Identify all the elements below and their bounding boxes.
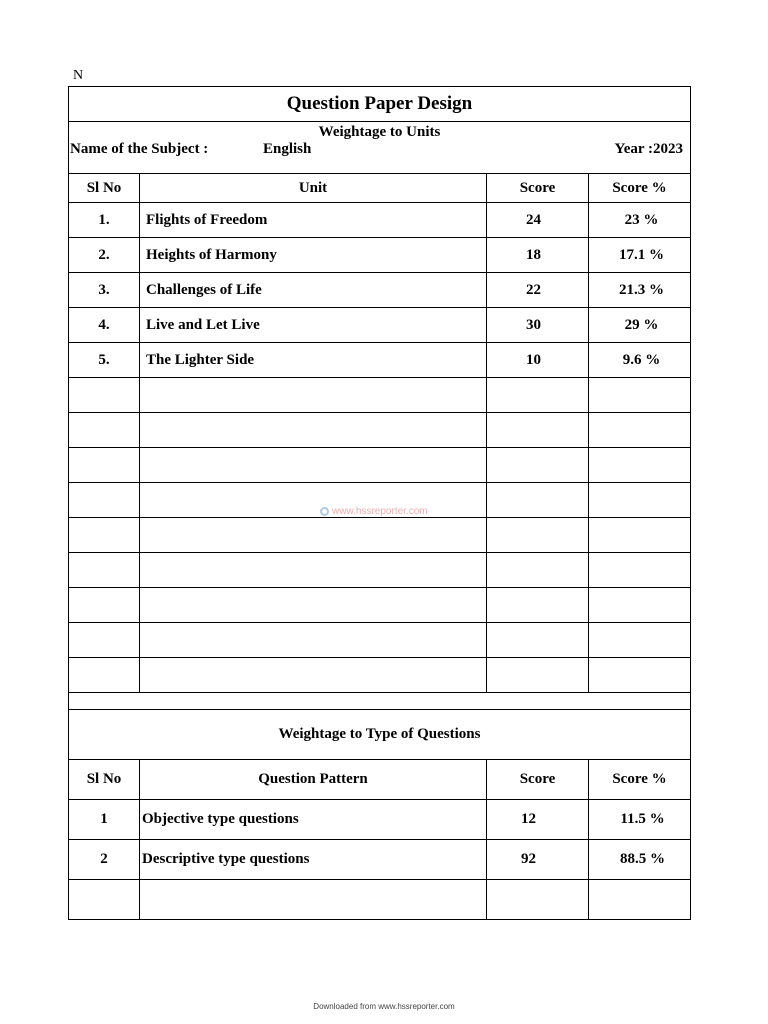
score-cell: 24 xyxy=(487,203,589,238)
empty-cell xyxy=(69,483,140,518)
empty-cell xyxy=(140,880,487,920)
sl-no-cell: 2. xyxy=(69,238,140,273)
column-header-question-pattern: Question Pattern xyxy=(140,760,487,800)
empty-cell xyxy=(487,880,589,920)
unit-cell: The Lighter Side xyxy=(140,343,487,378)
score-percent-cell: 11.5 % xyxy=(589,800,691,840)
empty-row xyxy=(69,880,690,920)
empty-cell xyxy=(589,880,691,920)
footer-source: Downloaded from www.hssreporter.com xyxy=(313,1002,455,1011)
sl-no-cell: 1 xyxy=(69,800,140,840)
empty-row xyxy=(69,658,690,693)
unit-cell: Heights of Harmony xyxy=(140,238,487,273)
unit-cell: Live and Let Live xyxy=(140,308,487,343)
empty-cell xyxy=(589,623,691,658)
score-percent-cell: 17.1 % xyxy=(589,238,691,273)
sl-no-cell: 3. xyxy=(69,273,140,308)
empty-cell xyxy=(69,880,140,920)
empty-cell xyxy=(589,483,691,518)
empty-cell xyxy=(487,378,589,413)
empty-cell xyxy=(140,518,487,553)
table-row xyxy=(69,800,690,840)
empty-cell xyxy=(487,483,589,518)
empty-cell xyxy=(69,518,140,553)
empty-cell xyxy=(69,448,140,483)
score-cell: 10 xyxy=(487,343,589,378)
empty-cell xyxy=(487,448,589,483)
units-table-header xyxy=(69,174,690,203)
score-cell: 30 xyxy=(487,308,589,343)
sl-no-cell: 1. xyxy=(69,203,140,238)
corner-mark: N xyxy=(73,68,84,83)
empty-cell xyxy=(589,658,691,693)
empty-cell xyxy=(589,413,691,448)
subject-info xyxy=(69,122,690,174)
empty-row xyxy=(69,413,690,448)
empty-cell xyxy=(140,448,487,483)
units-section-title: Weightage to Units xyxy=(318,124,441,140)
empty-cell xyxy=(140,378,487,413)
empty-cell xyxy=(140,483,487,518)
questions-table xyxy=(69,760,690,919)
empty-row xyxy=(69,518,690,553)
score-percent-cell: 29 % xyxy=(589,308,691,343)
empty-cell xyxy=(487,658,589,693)
watermark-text: www.hssreporter.com xyxy=(332,506,428,517)
table-row xyxy=(69,238,690,273)
empty-cell xyxy=(140,588,487,623)
empty-cell xyxy=(487,553,589,588)
empty-cell xyxy=(69,588,140,623)
subject-value: English xyxy=(263,141,312,157)
empty-cell xyxy=(69,623,140,658)
column-header-score: Score xyxy=(487,174,589,203)
empty-cell xyxy=(69,378,140,413)
column-header-sl-no: Sl No xyxy=(69,174,140,203)
table-row xyxy=(69,308,690,343)
score-percent-cell: 88.5 % xyxy=(589,840,691,880)
empty-cell xyxy=(69,413,140,448)
column-header-score-percent: Score % xyxy=(589,760,691,800)
empty-cell xyxy=(140,553,487,588)
question-pattern-cell: Objective type questions xyxy=(140,800,487,840)
empty-row xyxy=(69,378,690,413)
score-cell: 12 xyxy=(487,800,589,840)
score-cell: 18 xyxy=(487,238,589,273)
empty-row xyxy=(69,553,690,588)
questions-section-title: Weightage to Type of Questions xyxy=(69,710,690,760)
score-percent-cell: 23 % xyxy=(589,203,691,238)
column-header-score-percent: Score % xyxy=(589,174,691,203)
empty-row xyxy=(69,588,690,623)
score-percent-cell: 21.3 % xyxy=(589,273,691,308)
watermark-logo-icon xyxy=(320,507,329,516)
sl-no-cell: 4. xyxy=(69,308,140,343)
empty-cell xyxy=(69,658,140,693)
section-spacer xyxy=(69,693,690,710)
watermark xyxy=(320,506,428,517)
empty-row xyxy=(69,448,690,483)
empty-cell xyxy=(140,658,487,693)
year-label: Year :2023 xyxy=(614,141,683,157)
score-cell: 92 xyxy=(487,840,589,880)
column-header-score: Score xyxy=(487,760,589,800)
empty-cell xyxy=(589,378,691,413)
empty-cell xyxy=(589,448,691,483)
empty-cell xyxy=(487,413,589,448)
empty-cell xyxy=(69,553,140,588)
table-row xyxy=(69,343,690,378)
empty-cell xyxy=(487,588,589,623)
unit-cell: Challenges of Life xyxy=(140,273,487,308)
empty-cell xyxy=(487,623,589,658)
page-title: Question Paper Design xyxy=(69,87,690,122)
question-paper-design-frame xyxy=(68,86,691,920)
sl-no-cell: 5. xyxy=(69,343,140,378)
empty-cell xyxy=(140,413,487,448)
empty-row xyxy=(69,623,690,658)
table-row xyxy=(69,840,690,880)
table-row xyxy=(69,273,690,308)
empty-cell xyxy=(589,588,691,623)
table-row xyxy=(69,203,690,238)
score-cell: 22 xyxy=(487,273,589,308)
empty-cell xyxy=(487,518,589,553)
column-header-unit: Unit xyxy=(140,174,487,203)
subject-label: Name of the Subject : xyxy=(70,141,209,157)
question-pattern-cell: Descriptive type questions xyxy=(140,840,487,880)
units-table xyxy=(69,174,690,693)
column-header-sl-no: Sl No xyxy=(69,760,140,800)
questions-table-header xyxy=(69,760,690,800)
empty-cell xyxy=(589,518,691,553)
sl-no-cell: 2 xyxy=(69,840,140,880)
empty-cell xyxy=(140,623,487,658)
empty-cell xyxy=(589,553,691,588)
score-percent-cell: 9.6 % xyxy=(589,343,691,378)
unit-cell: Flights of Freedom xyxy=(140,203,487,238)
